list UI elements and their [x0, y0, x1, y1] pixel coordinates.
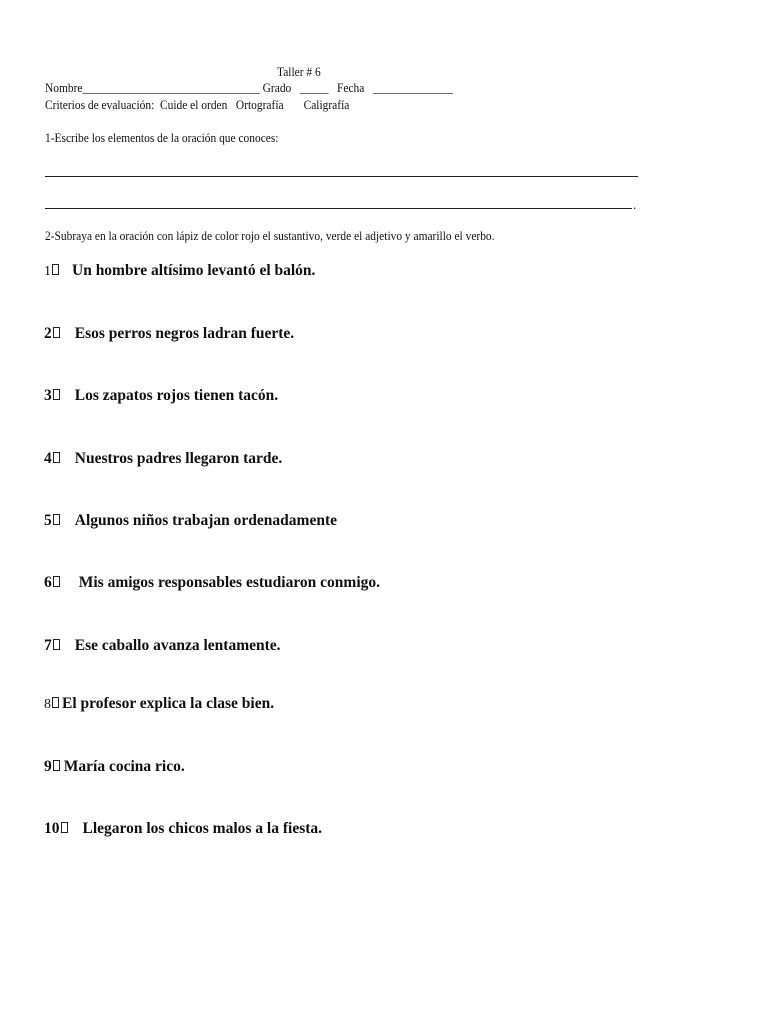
sentence-item [44, 325, 294, 343]
answer-line-2 [45, 208, 632, 209]
answer-end-mark: . [633, 197, 637, 212]
sentence-text: Nuestros padres llegaron tarde. [74, 450, 283, 467]
sentence-text: Llegaron los chicos malos a la fiesta. [82, 820, 323, 837]
question-2: 2-Subraya en la oración con lápiz de color rojo el sustantivo, verde el adjetivo y amarillo el verbo. [45, 228, 495, 243]
sentence-number: 9 [44, 758, 52, 775]
sentence-text: El profesor explica la clase bien. [62, 695, 275, 712]
name-grade-date-line: Nombre_______________________________ Grado _____ Fecha ______________ [45, 80, 454, 95]
sentence-item [44, 637, 281, 655]
missing-glyph-icon [52, 264, 59, 275]
sentence-item [44, 695, 274, 713]
sentence-item [44, 387, 278, 405]
missing-glyph-icon [53, 576, 60, 587]
sentence-item [44, 450, 282, 468]
sentence-text: Esos perros negros ladran fuerte. [74, 325, 295, 342]
sentence-item [44, 820, 322, 838]
answer-line-1 [45, 176, 638, 177]
sentence-item [44, 758, 185, 776]
missing-glyph-icon [61, 822, 68, 833]
question-1: 1-Escribe los elementos de la oración que conoces: [45, 130, 279, 145]
worksheet-title: Taller # 6 [277, 64, 321, 79]
sentence-number: 2 [44, 325, 52, 342]
missing-glyph-icon [53, 327, 60, 338]
sentence-item [44, 574, 380, 592]
sentence-number: 4 [44, 450, 52, 467]
sentence-number: 6 [44, 574, 52, 591]
evaluation-criteria: Criterios de evaluación: Cuide el orden Ortografía Caligrafía [45, 97, 350, 112]
missing-glyph-icon [53, 760, 60, 771]
missing-glyph-icon [52, 697, 59, 708]
sentence-number: 3 [44, 387, 52, 404]
sentence-number: 5 [44, 512, 52, 529]
sentence-text: Ese caballo avanza lentamente. [74, 637, 281, 654]
missing-glyph-icon [53, 389, 60, 400]
sentence-number: 10 [44, 820, 60, 837]
sentence-text: María cocina rico. [63, 758, 185, 775]
sentence-text: Los zapatos rojos tienen tacón. [74, 387, 279, 404]
sentence-item [44, 512, 337, 530]
sentence-number: 1 [44, 264, 51, 279]
missing-glyph-icon [53, 639, 60, 650]
missing-glyph-icon [53, 452, 60, 463]
missing-glyph-icon [53, 514, 60, 525]
sentence-number: 8 [44, 697, 51, 712]
sentence-item [44, 262, 315, 280]
sentence-text: Mis amigos responsables estudiaron conmigo. [78, 574, 381, 591]
sentence-number: 7 [44, 637, 52, 654]
sentence-text: Un hombre altísimo levantó el balón. [72, 262, 316, 279]
sentence-text: Algunos niños trabajan ordenadamente [74, 512, 337, 529]
